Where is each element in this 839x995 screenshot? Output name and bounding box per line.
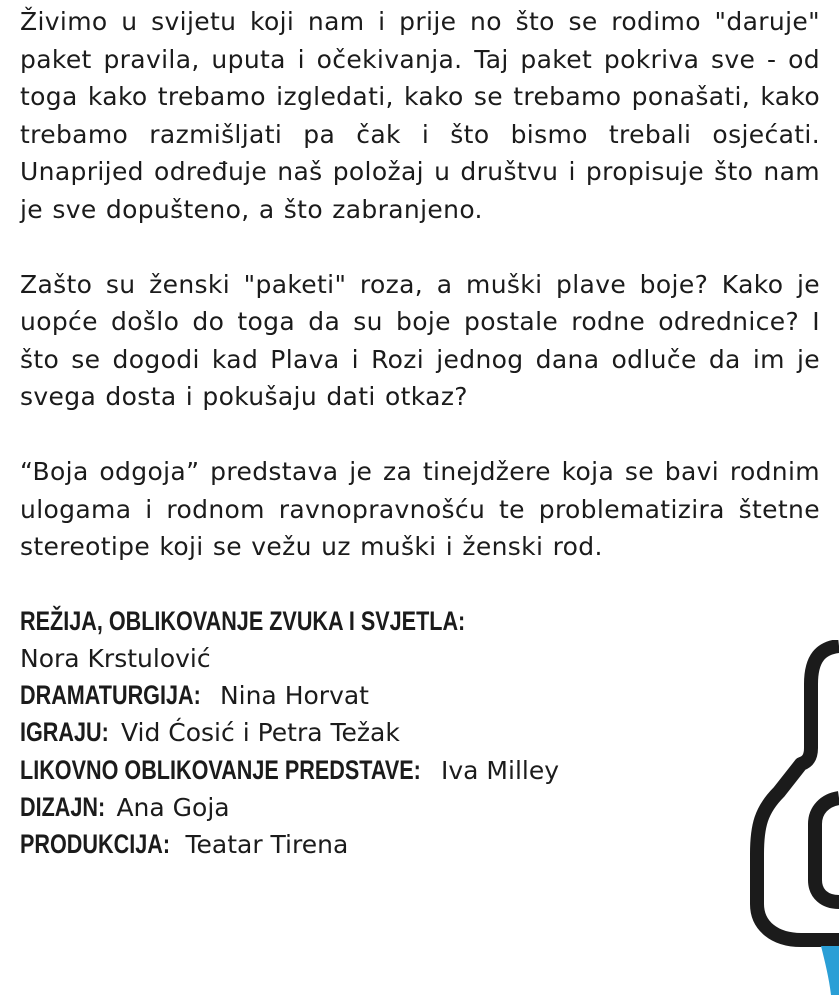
paragraph-gap <box>20 416 820 454</box>
credit-design-label: DIZAJN: <box>20 791 106 822</box>
description-paragraph: “Boja odgoja” predstava je za tinejdžere koja se bavi rodnim ulogama i rodnom ravnopravnošću te problematizira štetne stereotipe koji se vežu uz muški i ženski rod. <box>20 457 820 561</box>
credit-dramaturgy-label: DRAMATURGIJA: <box>20 680 201 711</box>
decorative-figure-illustration <box>739 640 839 995</box>
credits-block <box>20 603 820 864</box>
credit-cast <box>20 714 820 751</box>
credit-direction <box>20 603 820 640</box>
intro-paragraph: Živimo u svijetu koji nam i prije no što se rodimo "daruje" paket pravila, uputa i očekivanja. Taj paket pokriva sve - od toga kako trebamo izgledati, kako se trebamo ponašati, kako trebamo razmišljati pa čak i što bismo trebali osjećati. Unaprijed određuje naš položaj u društvu i propisuje što nam je sve dopušteno, a što zabranjeno. <box>20 7 820 224</box>
page-content <box>20 0 820 864</box>
credit-production <box>20 826 820 863</box>
credit-direction-label: REŽIJA, OBLIKOVANJE ZVUKA I SVJETLA: <box>20 605 466 636</box>
credit-direction-value-line <box>20 640 820 677</box>
credit-design-value: Ana Goja <box>116 792 230 822</box>
credit-visual <box>20 752 820 789</box>
credit-production-label: PRODUKCIJA: <box>20 829 171 860</box>
paragraph-gap <box>20 228 820 266</box>
credit-cast-label: IGRAJU: <box>20 717 109 748</box>
credit-dramaturgy <box>20 677 820 714</box>
credit-cast-value: Vid Ćosić i Petra Težak <box>120 718 400 748</box>
figure-blue-accent <box>821 946 839 995</box>
credit-design <box>20 789 820 826</box>
credit-production-value: Teatar Tirena <box>185 830 349 860</box>
question-paragraph: Zašto su ženski "paketi" roza, a muški plave boje? Kako je uopće došlo do toga da su boje postale rodne odrednice? I što se dogodi kad Plava i Rozi jednog dana odluče da im je svega dosta i pokušaju dati otkaz? <box>20 269 820 411</box>
credit-visual-label: LIKOVNO OBLIKOVANJE PREDSTAVE: <box>20 754 421 785</box>
credit-visual-value: Iva Milley <box>441 755 560 785</box>
credit-dramaturgy-value: Nina Horvat <box>219 681 369 711</box>
figure-inner-shape <box>815 798 839 902</box>
credit-direction-value: Nora Krstulović <box>20 643 211 673</box>
